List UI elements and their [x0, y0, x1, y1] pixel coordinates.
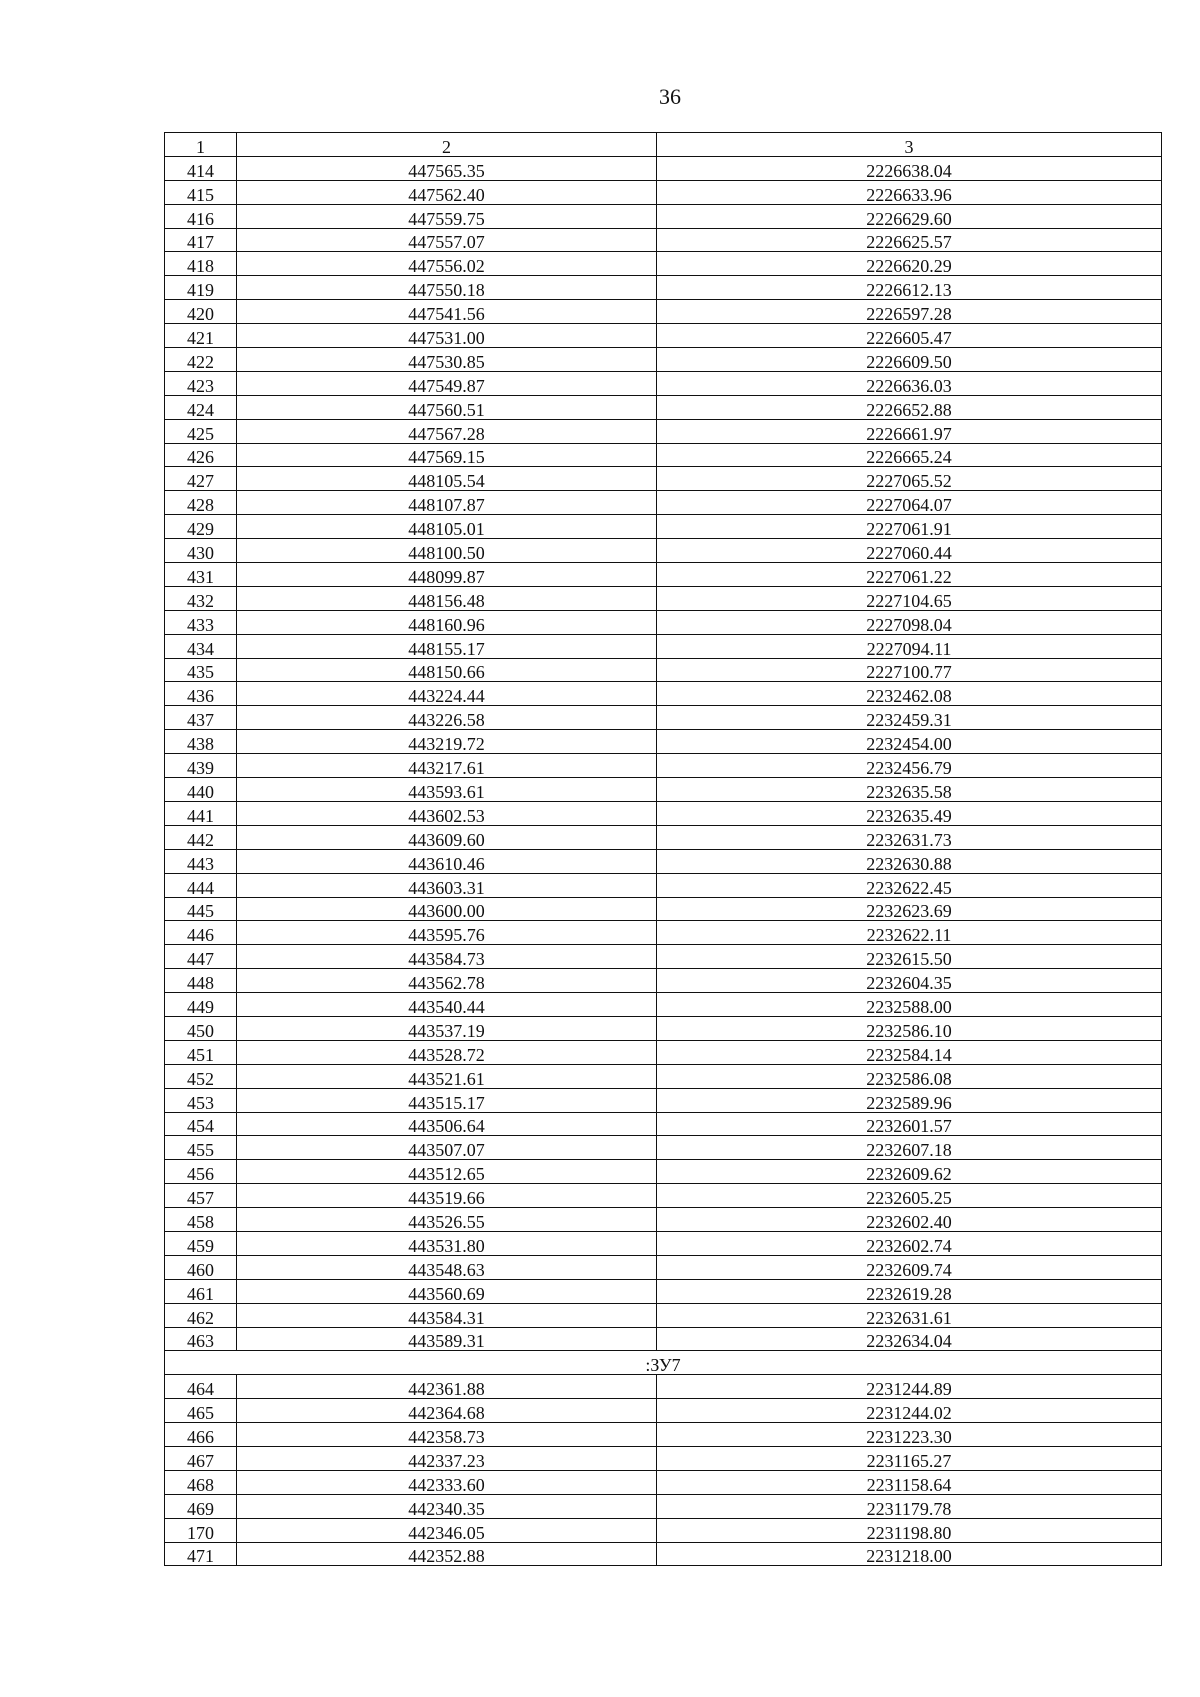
x-coordinate-cell: 443506.64: [237, 1112, 657, 1136]
point-number-cell: 424: [165, 395, 237, 419]
x-coordinate-cell: 448105.01: [237, 515, 657, 539]
y-coordinate-cell: 2227061.22: [657, 563, 1162, 587]
point-number-cell: 425: [165, 419, 237, 443]
table-row: [165, 849, 1162, 873]
x-coordinate-cell: 442364.68: [237, 1399, 657, 1423]
x-coordinate-cell: 443226.58: [237, 706, 657, 730]
y-coordinate-cell: 2232631.61: [657, 1303, 1162, 1327]
table-row: [165, 1542, 1162, 1566]
table-row: [165, 969, 1162, 993]
y-coordinate-cell: 2226625.57: [657, 228, 1162, 252]
x-coordinate-cell: 447562.40: [237, 180, 657, 204]
point-number-cell: 460: [165, 1255, 237, 1279]
y-coordinate-cell: 2232622.11: [657, 921, 1162, 945]
y-coordinate-cell: 2232602.40: [657, 1208, 1162, 1232]
x-coordinate-cell: 443560.69: [237, 1279, 657, 1303]
x-coordinate-cell: 442352.88: [237, 1542, 657, 1566]
y-coordinate-cell: 2227104.65: [657, 586, 1162, 610]
table-row: [165, 945, 1162, 969]
point-number-cell: 445: [165, 897, 237, 921]
y-coordinate-cell: 2232586.10: [657, 1016, 1162, 1040]
coordinates-table: [164, 132, 1162, 1566]
table-row: [165, 252, 1162, 276]
x-coordinate-cell: 442346.05: [237, 1518, 657, 1542]
point-number-cell: 444: [165, 873, 237, 897]
table-row: [165, 801, 1162, 825]
table-row: [165, 1470, 1162, 1494]
x-coordinate-cell: 447567.28: [237, 419, 657, 443]
x-coordinate-cell: 447560.51: [237, 395, 657, 419]
point-number-cell: 439: [165, 754, 237, 778]
x-coordinate-cell: 447531.00: [237, 324, 657, 348]
y-coordinate-cell: 2231198.80: [657, 1518, 1162, 1542]
table-row: [165, 1231, 1162, 1255]
table-row: [165, 1399, 1162, 1423]
point-number-cell: 419: [165, 276, 237, 300]
y-coordinate-cell: 2231158.64: [657, 1470, 1162, 1494]
x-coordinate-cell: 443548.63: [237, 1255, 657, 1279]
table-row: [165, 993, 1162, 1017]
point-number-cell: 427: [165, 467, 237, 491]
y-coordinate-cell: 2231244.89: [657, 1375, 1162, 1399]
point-number-cell: 420: [165, 300, 237, 324]
column-header-y: 3: [657, 133, 1162, 157]
table-row: [165, 1494, 1162, 1518]
y-coordinate-cell: 2232602.74: [657, 1231, 1162, 1255]
y-coordinate-cell: 2232588.00: [657, 993, 1162, 1017]
y-coordinate-cell: 2231218.00: [657, 1542, 1162, 1566]
table-row: [165, 1518, 1162, 1542]
table-row: [165, 515, 1162, 539]
table-row: [165, 300, 1162, 324]
y-coordinate-cell: 2226597.28: [657, 300, 1162, 324]
point-number-cell: 471: [165, 1542, 237, 1566]
x-coordinate-cell: 443602.53: [237, 801, 657, 825]
table-row: [165, 348, 1162, 372]
y-coordinate-cell: 2232630.88: [657, 849, 1162, 873]
y-coordinate-cell: 2232631.73: [657, 825, 1162, 849]
table-row: [165, 1446, 1162, 1470]
y-coordinate-cell: 2232605.25: [657, 1184, 1162, 1208]
y-coordinate-cell: 2232459.31: [657, 706, 1162, 730]
y-coordinate-cell: 2226605.47: [657, 324, 1162, 348]
y-coordinate-cell: 2232462.08: [657, 682, 1162, 706]
x-coordinate-cell: 447541.56: [237, 300, 657, 324]
y-coordinate-cell: 2227094.11: [657, 634, 1162, 658]
y-coordinate-cell: 2226636.03: [657, 371, 1162, 395]
x-coordinate-cell: 448160.96: [237, 610, 657, 634]
x-coordinate-cell: 448156.48: [237, 586, 657, 610]
y-coordinate-cell: 2226665.24: [657, 443, 1162, 467]
x-coordinate-cell: 443507.07: [237, 1136, 657, 1160]
y-coordinate-cell: 2232604.35: [657, 969, 1162, 993]
table-row: [165, 419, 1162, 443]
section-row: [165, 1351, 1162, 1375]
point-number-cell: 416: [165, 204, 237, 228]
y-coordinate-cell: 2227098.04: [657, 610, 1162, 634]
point-number-cell: 450: [165, 1016, 237, 1040]
point-number-cell: 417: [165, 228, 237, 252]
table-row: [165, 1423, 1162, 1447]
point-number-cell: 429: [165, 515, 237, 539]
point-number-cell: 459: [165, 1231, 237, 1255]
x-coordinate-cell: 443584.31: [237, 1303, 657, 1327]
y-coordinate-cell: 2232607.18: [657, 1136, 1162, 1160]
point-number-cell: 446: [165, 921, 237, 945]
point-number-cell: 422: [165, 348, 237, 372]
table-row: [165, 706, 1162, 730]
table-row: [165, 443, 1162, 467]
table-row: [165, 563, 1162, 587]
y-coordinate-cell: 2227061.91: [657, 515, 1162, 539]
y-coordinate-cell: 2227100.77: [657, 658, 1162, 682]
y-coordinate-cell: 2232609.62: [657, 1160, 1162, 1184]
point-number-cell: 430: [165, 539, 237, 563]
x-coordinate-cell: 443540.44: [237, 993, 657, 1017]
x-coordinate-cell: 442340.35: [237, 1494, 657, 1518]
y-coordinate-cell: 2232589.96: [657, 1088, 1162, 1112]
table-row: [165, 1327, 1162, 1351]
table-row: [165, 395, 1162, 419]
column-header-x: 2: [237, 133, 657, 157]
y-coordinate-cell: 2232634.04: [657, 1327, 1162, 1351]
x-coordinate-cell: 448105.54: [237, 467, 657, 491]
point-number-cell: 434: [165, 634, 237, 658]
table-row: [165, 1255, 1162, 1279]
y-coordinate-cell: 2226652.88: [657, 395, 1162, 419]
point-number-cell: 452: [165, 1064, 237, 1088]
point-number-cell: 448: [165, 969, 237, 993]
y-coordinate-cell: 2232635.58: [657, 778, 1162, 802]
y-coordinate-cell: 2232635.49: [657, 801, 1162, 825]
x-coordinate-cell: 443603.31: [237, 873, 657, 897]
table-row: [165, 491, 1162, 515]
x-coordinate-cell: 447559.75: [237, 204, 657, 228]
x-coordinate-cell: 442333.60: [237, 1470, 657, 1494]
y-coordinate-cell: 2232586.08: [657, 1064, 1162, 1088]
x-coordinate-cell: 443609.60: [237, 825, 657, 849]
x-coordinate-cell: 448107.87: [237, 491, 657, 515]
point-number-cell: 428: [165, 491, 237, 515]
x-coordinate-cell: 443515.17: [237, 1088, 657, 1112]
y-coordinate-cell: 2231165.27: [657, 1446, 1162, 1470]
table-row: [165, 1112, 1162, 1136]
table-row: [165, 539, 1162, 563]
y-coordinate-cell: 2232619.28: [657, 1279, 1162, 1303]
y-coordinate-cell: 2226633.96: [657, 180, 1162, 204]
y-coordinate-cell: 2226612.13: [657, 276, 1162, 300]
point-number-cell: 438: [165, 730, 237, 754]
y-coordinate-cell: 2226661.97: [657, 419, 1162, 443]
table-row: [165, 825, 1162, 849]
y-coordinate-cell: 2232601.57: [657, 1112, 1162, 1136]
x-coordinate-cell: 443224.44: [237, 682, 657, 706]
x-coordinate-cell: 442337.23: [237, 1446, 657, 1470]
y-coordinate-cell: 2232622.45: [657, 873, 1162, 897]
point-number-cell: 440: [165, 778, 237, 802]
table-row: [165, 1016, 1162, 1040]
y-coordinate-cell: 2231223.30: [657, 1423, 1162, 1447]
point-number-cell: 469: [165, 1494, 237, 1518]
y-coordinate-cell: 2232623.69: [657, 897, 1162, 921]
table-row: [165, 371, 1162, 395]
table-row: [165, 1208, 1162, 1232]
point-number-cell: 461: [165, 1279, 237, 1303]
y-coordinate-cell: 2232584.14: [657, 1040, 1162, 1064]
y-coordinate-cell: 2232454.00: [657, 730, 1162, 754]
y-coordinate-cell: 2227065.52: [657, 467, 1162, 491]
table-row: [165, 921, 1162, 945]
table-row: [165, 778, 1162, 802]
x-coordinate-cell: 443610.46: [237, 849, 657, 873]
x-coordinate-cell: 447549.87: [237, 371, 657, 395]
table-row: [165, 156, 1162, 180]
x-coordinate-cell: 448150.66: [237, 658, 657, 682]
x-coordinate-cell: 448155.17: [237, 634, 657, 658]
table-row: [165, 324, 1162, 348]
x-coordinate-cell: 447530.85: [237, 348, 657, 372]
point-number-cell: 447: [165, 945, 237, 969]
x-coordinate-cell: 442361.88: [237, 1375, 657, 1399]
x-coordinate-cell: 443531.80: [237, 1231, 657, 1255]
table-row: [165, 610, 1162, 634]
y-coordinate-cell: 2231244.02: [657, 1399, 1162, 1423]
table-row: [165, 1088, 1162, 1112]
point-number-cell: 415: [165, 180, 237, 204]
table-row: [165, 1040, 1162, 1064]
y-coordinate-cell: 2232615.50: [657, 945, 1162, 969]
x-coordinate-cell: 443589.31: [237, 1327, 657, 1351]
point-number-cell: 468: [165, 1470, 237, 1494]
table-row: [165, 586, 1162, 610]
x-coordinate-cell: 443600.00: [237, 897, 657, 921]
point-number-cell: 456: [165, 1160, 237, 1184]
table-row: [165, 1375, 1162, 1399]
table-row: [165, 682, 1162, 706]
y-coordinate-cell: 2226620.29: [657, 252, 1162, 276]
point-number-cell: 454: [165, 1112, 237, 1136]
y-coordinate-cell: 2227060.44: [657, 539, 1162, 563]
table-row: [165, 1064, 1162, 1088]
x-coordinate-cell: 447556.02: [237, 252, 657, 276]
x-coordinate-cell: 448100.50: [237, 539, 657, 563]
point-number-cell: 449: [165, 993, 237, 1017]
x-coordinate-cell: 443519.66: [237, 1184, 657, 1208]
point-number-cell: 426: [165, 443, 237, 467]
coordinates-table-body: [165, 133, 1162, 1566]
table-row: [165, 634, 1162, 658]
point-number-cell: 418: [165, 252, 237, 276]
x-coordinate-cell: 443219.72: [237, 730, 657, 754]
table-row: [165, 1303, 1162, 1327]
table-row: [165, 180, 1162, 204]
x-coordinate-cell: 443526.55: [237, 1208, 657, 1232]
section-label: :ЗУ7: [165, 1351, 1162, 1375]
y-coordinate-cell: 2232456.79: [657, 754, 1162, 778]
point-number-cell: 458: [165, 1208, 237, 1232]
table-row: [165, 228, 1162, 252]
point-number-cell: 437: [165, 706, 237, 730]
point-number-cell: 435: [165, 658, 237, 682]
x-coordinate-cell: 443593.61: [237, 778, 657, 802]
table-row: [165, 467, 1162, 491]
point-number-cell: 433: [165, 610, 237, 634]
point-number-cell: 436: [165, 682, 237, 706]
point-number-cell: 442: [165, 825, 237, 849]
point-number-cell: 421: [165, 324, 237, 348]
table-row: [165, 1160, 1162, 1184]
point-number-cell: 455: [165, 1136, 237, 1160]
x-coordinate-cell: 447550.18: [237, 276, 657, 300]
table-row: [165, 897, 1162, 921]
x-coordinate-cell: 443521.61: [237, 1064, 657, 1088]
point-number-cell: 453: [165, 1088, 237, 1112]
y-coordinate-cell: 2226638.04: [657, 156, 1162, 180]
y-coordinate-cell: 2232609.74: [657, 1255, 1162, 1279]
column-header-point-number: 1: [165, 133, 237, 157]
y-coordinate-cell: 2227064.07: [657, 491, 1162, 515]
table-row: [165, 1279, 1162, 1303]
x-coordinate-cell: 447557.07: [237, 228, 657, 252]
point-number-cell: 443: [165, 849, 237, 873]
x-coordinate-cell: 443584.73: [237, 945, 657, 969]
point-number-cell: 462: [165, 1303, 237, 1327]
point-number-cell: 432: [165, 586, 237, 610]
x-coordinate-cell: 443217.61: [237, 754, 657, 778]
y-coordinate-cell: 2226629.60: [657, 204, 1162, 228]
table-row: [165, 658, 1162, 682]
table-row: [165, 873, 1162, 897]
x-coordinate-cell: 442358.73: [237, 1423, 657, 1447]
x-coordinate-cell: 443595.76: [237, 921, 657, 945]
point-number-cell: 457: [165, 1184, 237, 1208]
page-number: 36: [659, 84, 681, 109]
table-row: [165, 276, 1162, 300]
point-number-cell: 423: [165, 371, 237, 395]
table-row: [165, 754, 1162, 778]
table-row: [165, 1136, 1162, 1160]
point-number-cell: 170: [165, 1518, 237, 1542]
x-coordinate-cell: 443512.65: [237, 1160, 657, 1184]
point-number-cell: 464: [165, 1375, 237, 1399]
table-row: [165, 730, 1162, 754]
point-number-cell: 467: [165, 1446, 237, 1470]
point-number-cell: 414: [165, 156, 237, 180]
point-number-cell: 463: [165, 1327, 237, 1351]
point-number-cell: 465: [165, 1399, 237, 1423]
x-coordinate-cell: 447569.15: [237, 443, 657, 467]
point-number-cell: 431: [165, 563, 237, 587]
point-number-cell: 466: [165, 1423, 237, 1447]
x-coordinate-cell: 443528.72: [237, 1040, 657, 1064]
x-coordinate-cell: 448099.87: [237, 563, 657, 587]
table-header-row: [165, 133, 1162, 157]
x-coordinate-cell: 443562.78: [237, 969, 657, 993]
table-row: [165, 204, 1162, 228]
y-coordinate-cell: 2231179.78: [657, 1494, 1162, 1518]
point-number-cell: 451: [165, 1040, 237, 1064]
point-number-cell: 441: [165, 801, 237, 825]
x-coordinate-cell: 447565.35: [237, 156, 657, 180]
y-coordinate-cell: 2226609.50: [657, 348, 1162, 372]
x-coordinate-cell: 443537.19: [237, 1016, 657, 1040]
table-row: [165, 1184, 1162, 1208]
